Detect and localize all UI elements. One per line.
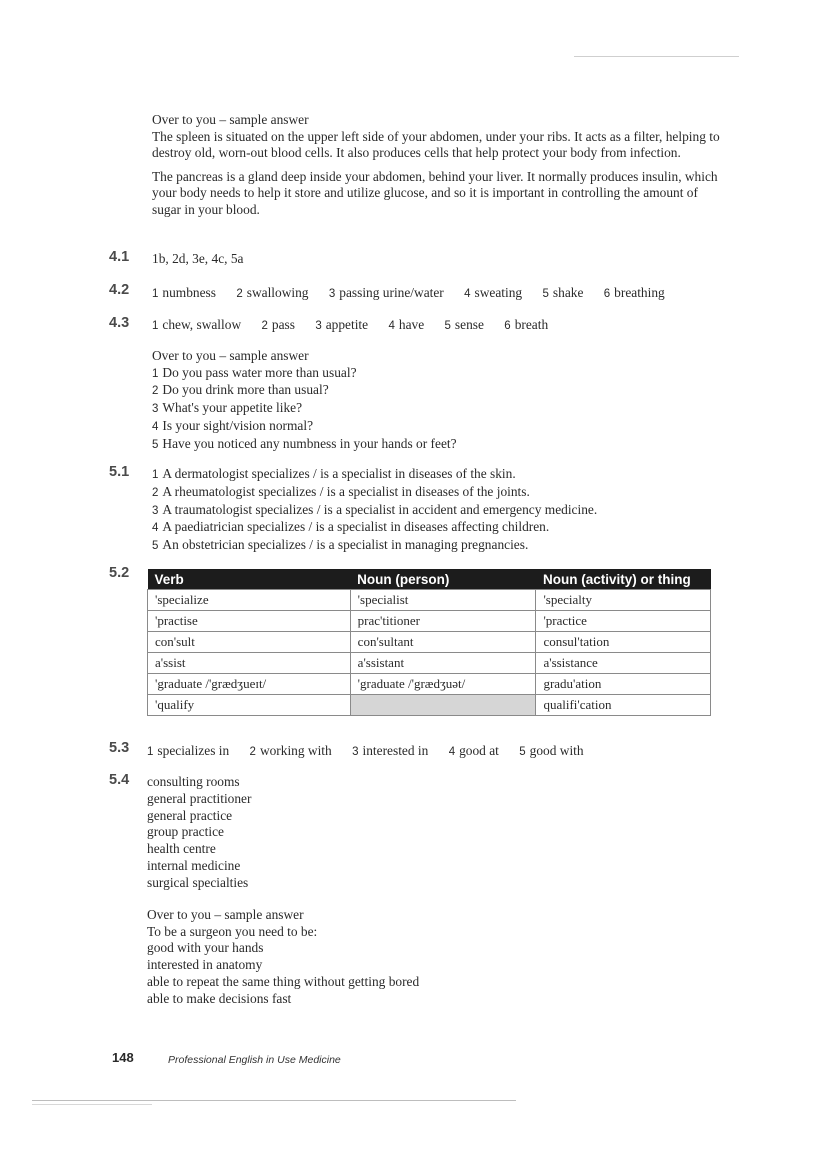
list-item: 5 An obstetrician specializes / is a specialist in managing pregnancies.	[152, 537, 529, 553]
pancreas-paragraph: The pancreas is a gland deep inside your abdomen, behind your liver. It normally produces insulin, which your body needs to help it store and utilize glucose, and so it is important in controlling the amount of sugar in your blood.	[152, 168, 718, 217]
list-item: 5 sense	[444, 317, 484, 332]
list-item: 5 good with	[519, 743, 584, 758]
list-item: able to repeat the same thing without getting bored	[147, 973, 420, 989]
spleen-paragraph: The spleen is situated on the upper left side of your abdomen, under your ribs. It acts as a filter, helping to destroy old, worn-out blood cells. It also produces cells that help protect your body from infection.	[152, 128, 720, 160]
top-rule	[574, 56, 739, 57]
list-item: 1 numbness	[152, 285, 216, 300]
list-item: 3 interested in	[352, 743, 429, 758]
list-item: 4 good at	[448, 743, 499, 758]
table-row: a'ssist a'ssistant a'ssistance	[148, 653, 711, 674]
column-header-noun-activity: Noun (activity) or thing	[536, 569, 711, 590]
list-item: consulting rooms	[147, 774, 240, 789]
list-item: 3 passing urine/water	[328, 285, 444, 300]
section-number-5-1: 5.1	[109, 464, 130, 480]
list-item: health centre	[147, 841, 216, 857]
answer-5-4	[147, 774, 717, 892]
list-item: 2 Do you drink more than usual?	[152, 382, 329, 398]
over-to-you-surgeon	[147, 907, 717, 1007]
list-item: 3 What's your appetite like?	[152, 400, 303, 416]
list-item: good with your hands	[147, 940, 264, 956]
section-number-5-2: 5.2	[109, 565, 130, 581]
column-header-noun-person: Noun (person)	[350, 569, 536, 590]
answer-4-1: 1b, 2d, 3e, 4c, 5a	[152, 251, 244, 266]
list-item: 6 breathing	[603, 285, 665, 300]
list-item: 4 Is your sight/vision normal?	[152, 417, 314, 433]
answer-4-3	[152, 317, 565, 333]
list-item: group practice	[147, 824, 224, 840]
word-forms-table	[147, 569, 711, 716]
list-item: internal medicine	[147, 857, 241, 873]
table-header-row	[148, 569, 711, 590]
over-to-you-heading: Over to you – sample answer	[152, 348, 309, 363]
table-row: 'qualify qualifi'cation	[148, 695, 711, 716]
over-to-you-spleen-pancreas	[152, 112, 722, 218]
list-item: 6 breath	[504, 317, 549, 332]
table-row: con'sult con'sultant consul'tation	[148, 632, 711, 653]
page-number: 148	[112, 1050, 134, 1065]
answer-4-2	[152, 285, 682, 301]
list-item: 2 A rheumatologist specializes / is a specialist in diseases of the joints.	[152, 483, 530, 499]
list-item: 1 specializes in	[147, 743, 230, 758]
over-to-you-heading: Over to you – sample answer	[152, 112, 309, 127]
empty-shaded-cell	[350, 695, 536, 716]
list-item: 2 swallowing	[236, 285, 309, 300]
list-item: 3 appetite	[315, 317, 369, 332]
book-title: Professional English in Use Medicine	[168, 1054, 341, 1066]
list-item: 1 A dermatologist specializes / is a specialist in diseases of the skin.	[152, 466, 516, 481]
list-item: To be a surgeon you need to be:	[147, 923, 318, 939]
answer-5-1	[152, 466, 722, 555]
list-item: 5 shake	[542, 285, 584, 300]
list-item: 4 have	[388, 317, 425, 332]
section-number-5-4: 5.4	[109, 772, 130, 788]
section-number-4-3: 4.3	[109, 315, 130, 331]
bottom-rule	[32, 1100, 516, 1101]
table-row: 'practise prac'titioner 'practice	[148, 611, 711, 632]
list-item: 4 A paediatrician specializes / is a specialist in diseases affecting children.	[152, 519, 550, 535]
list-item: interested in anatomy	[147, 957, 263, 973]
list-item: 1 chew, swallow	[152, 317, 242, 332]
column-header-verb: Verb	[148, 569, 351, 590]
list-item: 5 Have you noticed any numbness in your hands or feet?	[152, 435, 457, 451]
list-item: 2 pass	[261, 317, 295, 332]
bottom-rule-short	[32, 1104, 152, 1105]
section-number-4-1: 4.1	[109, 249, 130, 265]
list-item: 4 sweating	[464, 285, 523, 300]
section-number-4-2: 4.2	[109, 282, 130, 298]
table-row: 'graduate /'grædʒueɪt/ 'graduate /'grædʒuət/ gradu'ation	[148, 674, 711, 695]
list-item: general practitioner	[147, 790, 252, 806]
answer-5-3	[147, 743, 601, 759]
list-item: surgical specialties	[147, 874, 249, 890]
table-row: 'specialize 'specialist 'specialty	[148, 590, 711, 611]
over-to-you-questions	[152, 348, 722, 453]
list-item: 2 working with	[249, 743, 332, 758]
list-item: able to make decisions fast	[147, 990, 292, 1006]
list-item: 1 Do you pass water more than usual?	[152, 364, 357, 380]
section-number-5-3: 5.3	[109, 740, 130, 756]
over-to-you-heading: Over to you – sample answer	[147, 907, 304, 922]
list-item: 3 A traumatologist specializes / is a specialist in accident and emergency medicine.	[152, 501, 598, 517]
list-item: general practice	[147, 807, 233, 823]
